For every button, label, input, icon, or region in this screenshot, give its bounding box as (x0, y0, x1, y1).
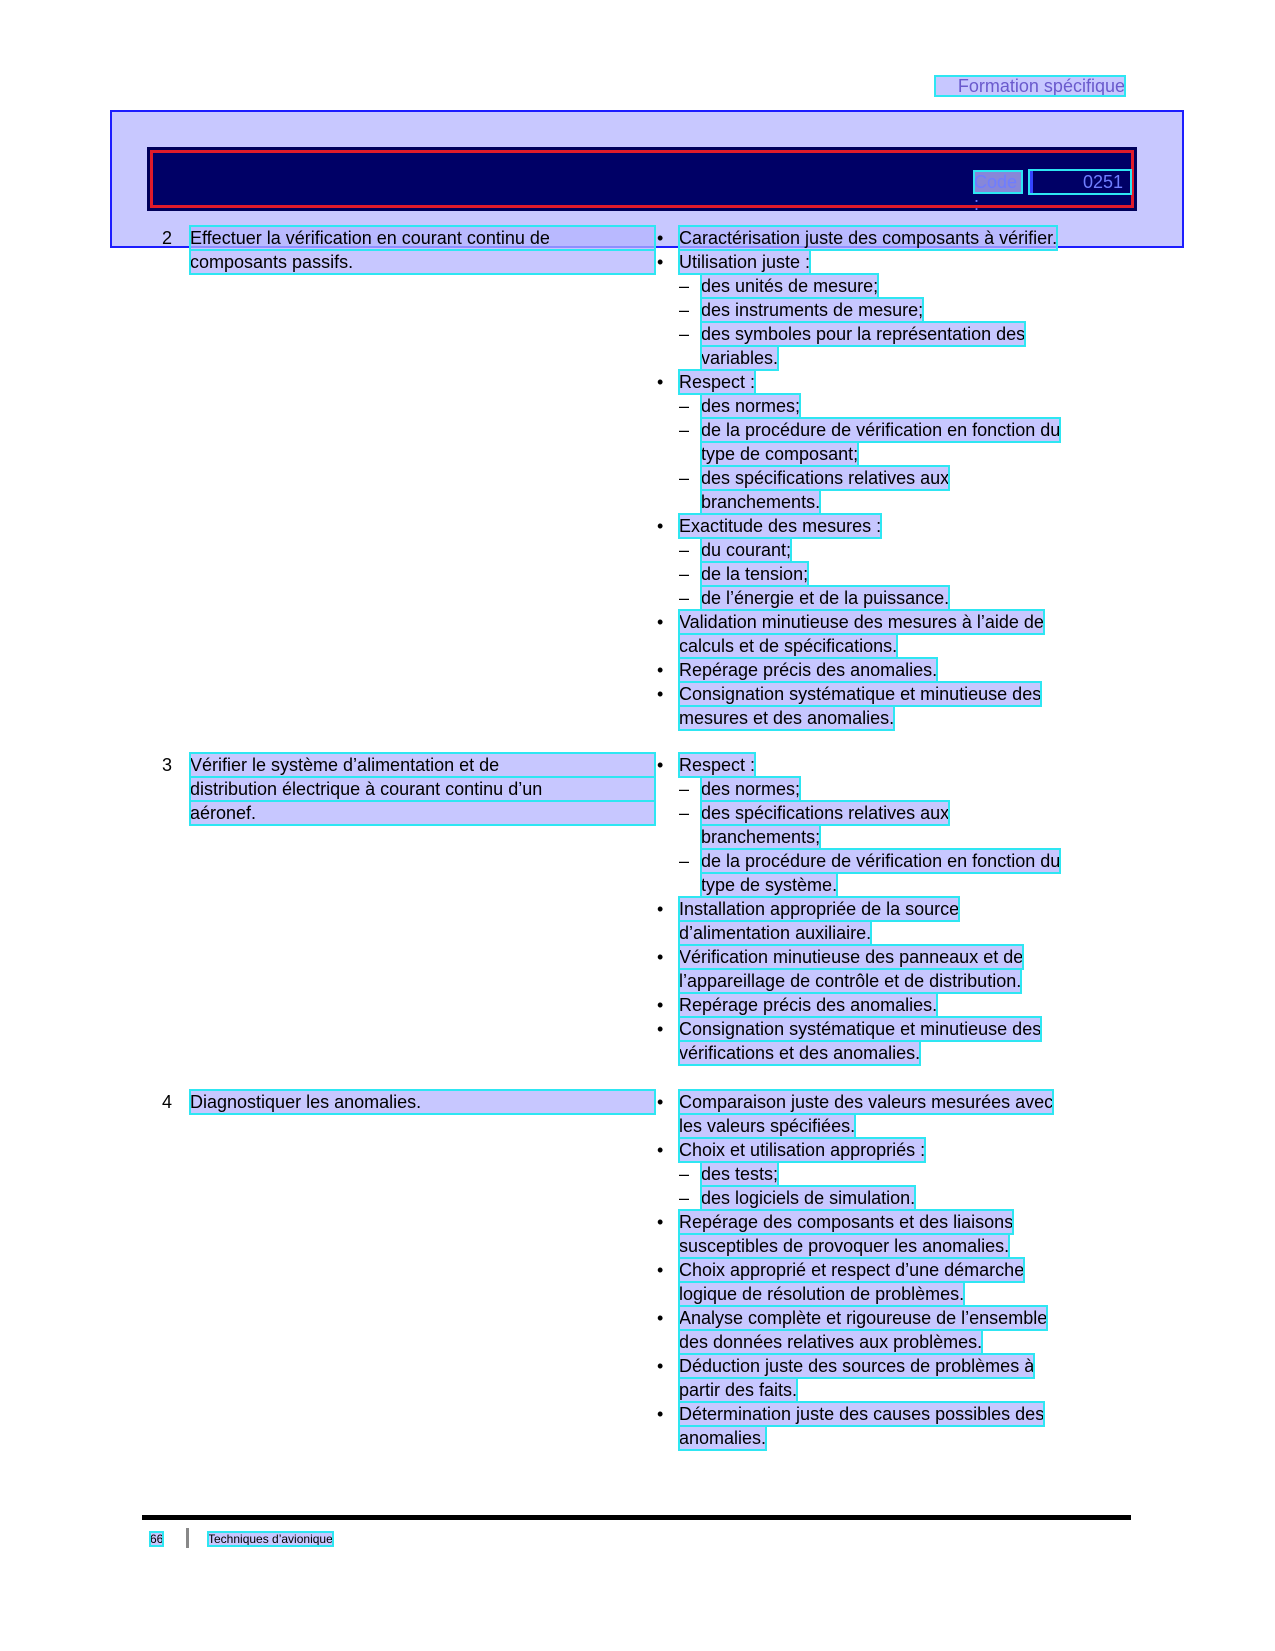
element-title-line: aéronef. (190, 801, 655, 825)
element-title-line: Diagnostiquer les anomalies. (190, 1090, 655, 1114)
sub-criterion (657, 849, 1127, 897)
dash-icon: – (679, 324, 690, 344)
criterion (657, 658, 1127, 682)
criterion-line: calculs et de spécifications. (679, 636, 898, 656)
element-title-line: Effectuer la vérification en courant continu de (190, 226, 655, 250)
criterion-line: les valeurs spécifiées. (679, 1116, 856, 1136)
footer-separator (186, 1528, 189, 1548)
criterion-line: logique de résolution de problèmes. (679, 1284, 965, 1304)
dash-icon: – (679, 779, 690, 799)
criterion-line: des données relatives aux problèmes. (679, 1332, 983, 1352)
criterion (657, 1402, 1127, 1450)
dash-icon: – (679, 851, 690, 871)
sub-criterion (657, 418, 1127, 466)
bullet-icon: • (657, 1404, 664, 1424)
criterion-line: anomalies. (679, 1428, 767, 1448)
element-title-line: Vérifier le système d’alimentation et de (190, 753, 655, 777)
criterion-line: Exactitude des mesures : (679, 516, 882, 536)
bullet-icon: • (657, 1140, 664, 1160)
criterion-line: Caractérisation juste des composants à vérifier. (679, 228, 1058, 248)
bullet-icon: • (657, 995, 664, 1015)
criterion-line: partir des faits. (679, 1380, 798, 1400)
criterion (657, 370, 1127, 394)
criterion (657, 1258, 1127, 1306)
sub-criterion (657, 538, 1127, 562)
criterion (657, 1306, 1127, 1354)
element-title (190, 226, 655, 274)
sub-criterion (657, 1162, 1127, 1186)
sub-criterion-line: branchements; (701, 827, 821, 847)
footer-rule (142, 1515, 1131, 1520)
code-value: 0251 (1082, 172, 1123, 192)
bullet-icon: • (657, 1260, 664, 1280)
sub-criterion-line: branchements. (701, 492, 821, 512)
criterion-line: Installation appropriée de la source (679, 899, 960, 919)
element-title-line: composants passifs. (190, 250, 655, 274)
footer-page-number: 66 (150, 1532, 164, 1546)
bullet-icon: • (657, 1308, 664, 1328)
dash-icon: – (679, 276, 690, 296)
sub-criterion (657, 562, 1127, 586)
criterion-line: l’appareillage de contrôle et de distribution. (679, 971, 1022, 991)
sub-criterion-line: des normes; (701, 396, 801, 416)
sub-criterion-line: des instruments de mesure; (701, 300, 924, 320)
sub-criterion-line: des logiciels de simulation. (701, 1188, 916, 1208)
sub-criterion (657, 394, 1127, 418)
sub-criterion-line: des spécifications relatives aux (701, 803, 950, 823)
performance-criteria (657, 753, 1127, 1065)
element-title-line: distribution électrique à courant continu d’un (190, 777, 655, 801)
element-title (190, 753, 655, 825)
sub-criterion-line: des unités de mesure; (701, 276, 879, 296)
criterion (657, 897, 1127, 945)
criterion (657, 1354, 1127, 1402)
bullet-icon: • (657, 252, 664, 272)
bullet-icon: • (657, 684, 664, 704)
bullet-icon: • (657, 660, 664, 680)
criterion (657, 1090, 1127, 1138)
bullet-icon: • (657, 1092, 664, 1112)
sub-criterion-line: de la procédure de vérification en fonction du (701, 420, 1061, 440)
section-header: Formation spécifique (935, 76, 1125, 96)
criterion (657, 993, 1127, 1017)
element-number: 3 (162, 755, 173, 775)
element-number: 4 (162, 1092, 173, 1112)
criterion-line: vérifications et des anomalies. (679, 1043, 921, 1063)
code-box (1030, 171, 1130, 193)
dash-icon: – (679, 468, 690, 488)
bullet-icon: • (657, 1212, 664, 1232)
dash-icon: – (679, 300, 690, 320)
sub-criterion-line: type de système. (701, 875, 838, 895)
dash-icon: – (679, 803, 690, 823)
bullet-icon: • (657, 612, 664, 632)
criterion (657, 682, 1127, 730)
criterion-line: Choix et utilisation appropriés : (679, 1140, 926, 1160)
criterion-line: Détermination juste des causes possibles des (679, 1404, 1045, 1424)
criterion-line: Consignation systématique et minutieuse des (679, 684, 1042, 704)
criterion (657, 753, 1127, 777)
bullet-icon: • (657, 516, 664, 536)
criterion (657, 514, 1127, 538)
criterion-line: Choix approprié et respect d’une démarche (679, 1260, 1025, 1280)
criterion-line: Repérage des composants et des liaisons (679, 1212, 1014, 1232)
criterion-line: Comparaison juste des valeurs mesurées avec (679, 1092, 1054, 1112)
sub-criterion-line: type de composant; (701, 444, 859, 464)
sub-criterion-line: des spécifications relatives aux (701, 468, 950, 488)
sub-criterion (657, 466, 1127, 514)
dash-icon: – (679, 564, 690, 584)
sub-criterion-line: du courant; (701, 540, 792, 560)
sub-criterion-line: variables. (701, 348, 779, 368)
criterion-line: d’alimentation auxiliaire. (679, 923, 872, 943)
criterion-line: Validation minutieuse des mesures à l’aide de (679, 612, 1044, 632)
element-number: 2 (162, 228, 173, 248)
dash-icon: – (679, 396, 690, 416)
bullet-icon: • (657, 899, 664, 919)
code-label: Code : (974, 171, 1022, 193)
criterion (657, 610, 1127, 658)
criterion-line: Vérification minutieuse des panneaux et de (679, 947, 1024, 967)
criterion (657, 226, 1127, 250)
criterion (657, 945, 1127, 993)
bullet-icon: • (657, 1356, 664, 1376)
criterion-line: Respect : (679, 372, 756, 392)
criterion (657, 1017, 1127, 1065)
sub-criterion (657, 586, 1127, 610)
element-title (190, 1090, 655, 1114)
sub-criterion-line: des tests; (701, 1164, 779, 1184)
sub-criterion (657, 322, 1127, 370)
sub-criterion-line: de l’énergie et de la puissance. (701, 588, 950, 608)
criterion (657, 250, 1127, 274)
dash-icon: – (679, 1164, 690, 1184)
dash-icon: – (679, 420, 690, 440)
criterion-line: Repérage précis des anomalies. (679, 660, 938, 680)
performance-criteria (657, 226, 1127, 730)
footer-program-title: Techniques d’avionique (208, 1532, 333, 1546)
sub-criterion (657, 777, 1127, 801)
criterion (657, 1138, 1127, 1162)
criterion-line: mesures et des anomalies. (679, 708, 895, 728)
criterion-line: Déduction juste des sources de problèmes à (679, 1356, 1035, 1376)
sub-criterion-line: des symboles pour la représentation des (701, 324, 1026, 344)
bullet-icon: • (657, 228, 664, 248)
criterion (657, 1210, 1127, 1258)
dash-icon: – (679, 588, 690, 608)
sub-criterion-line: des normes; (701, 779, 801, 799)
criterion-line: Repérage précis des anomalies. (679, 995, 938, 1015)
bullet-icon: • (657, 947, 664, 967)
sub-criterion-line: de la tension; (701, 564, 809, 584)
bullet-icon: • (657, 1019, 664, 1039)
sub-criterion (657, 298, 1127, 322)
dash-icon: – (679, 540, 690, 560)
dash-icon: – (679, 1188, 690, 1208)
criterion-line: Analyse complète et rigoureuse de l’ensemble (679, 1308, 1048, 1328)
sub-criterion (657, 801, 1127, 849)
criterion-line: Consignation systématique et minutieuse des (679, 1019, 1042, 1039)
criterion-line: Utilisation juste : (679, 252, 811, 272)
sub-criterion (657, 1186, 1127, 1210)
sub-criterion (657, 274, 1127, 298)
performance-criteria (657, 1090, 1127, 1450)
criterion-line: Respect : (679, 755, 756, 775)
sub-criterion-line: de la procédure de vérification en fonction du (701, 851, 1061, 871)
bullet-icon: • (657, 755, 664, 775)
bullet-icon: • (657, 372, 664, 392)
criterion-line: susceptibles de provoquer les anomalies. (679, 1236, 1010, 1256)
